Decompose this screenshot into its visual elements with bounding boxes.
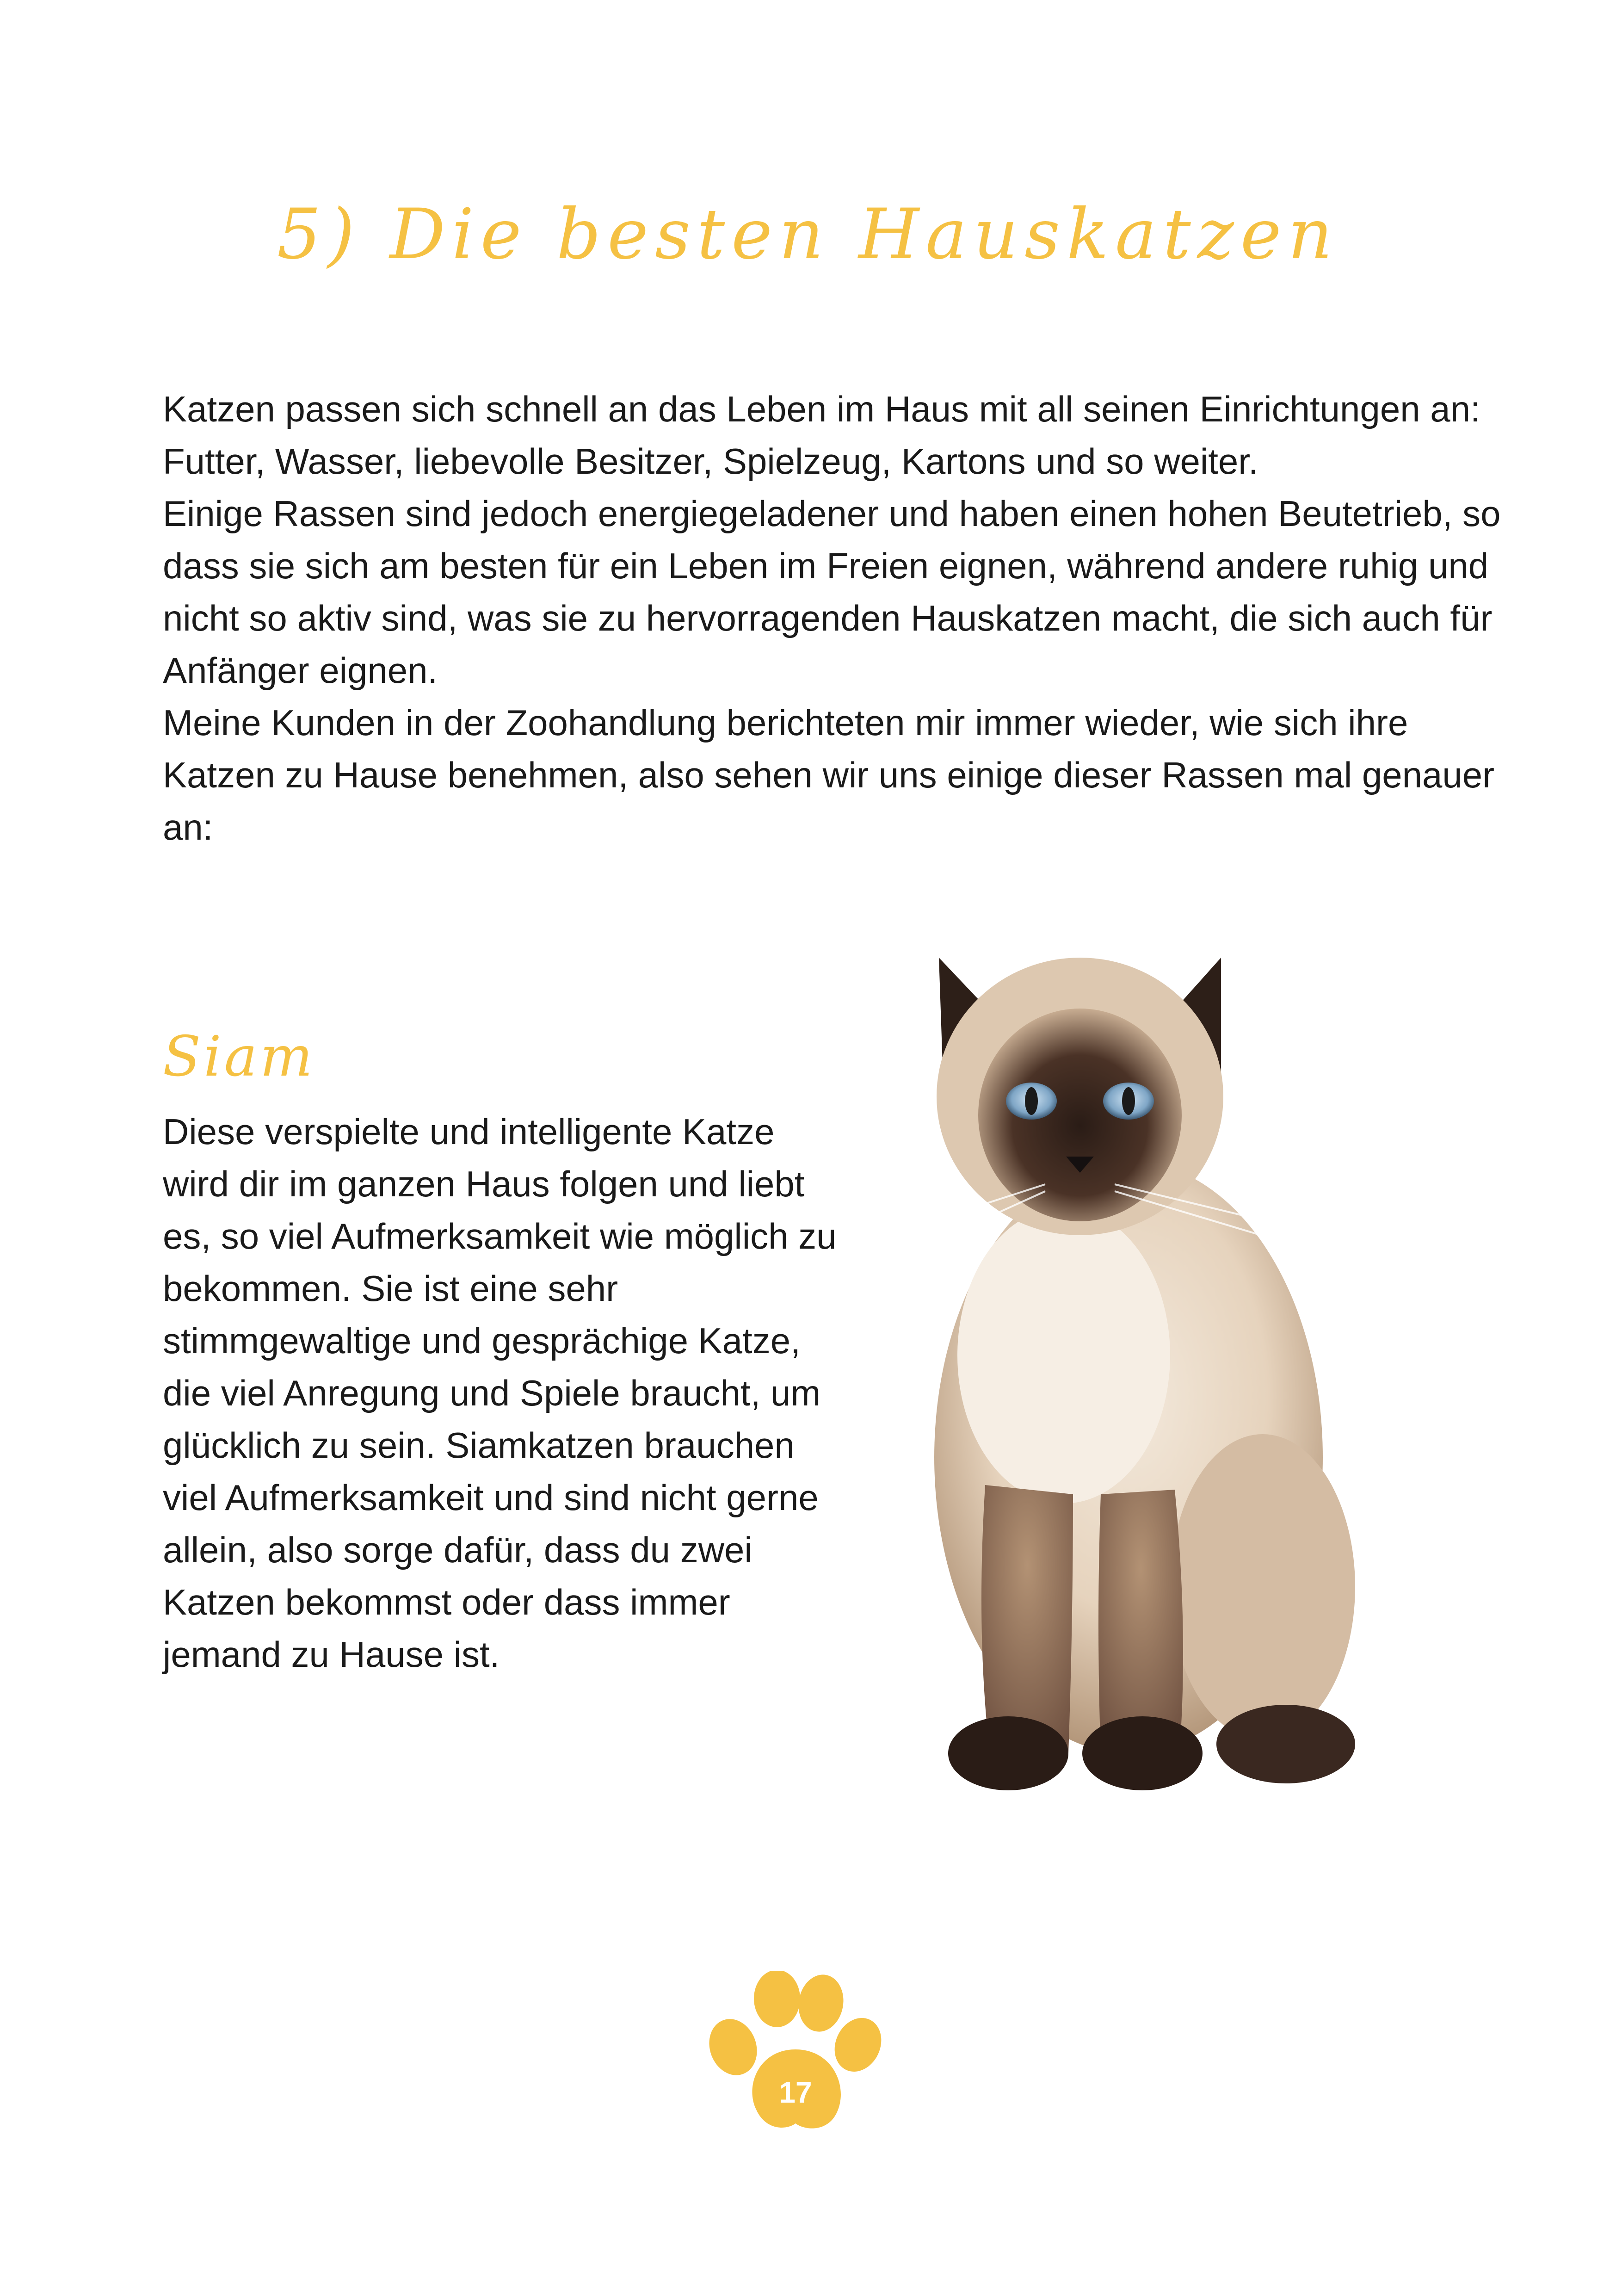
page-number: 17 (779, 2076, 812, 2109)
page-title: 5) Die besten Hauskatzen (277, 194, 1339, 275)
breed-description: Diese verspielte und intelligente Katze wird dir im ganzen Haus folgen und liebt es, so viel Aufmerksamkeit wie möglich zu bekommen. Sie ist eine sehr stimmgewaltige und gesprächige Katze, die viel Anregung und Spiele braucht, um glücklich zu sein. Siamkatzen brauchen viel Aufmerksamkeit und sind nicht gerne allein, also sorge dafür, dass du zwei Katzen bekommst oder dass immer jemand zu Hause ist. (163, 1111, 837, 1675)
intro-paragraph: Katzen passen sich schnell an das Leben im Haus mit all seinen Einrichtungen an: Futter, Wasser, liebevolle Besitzer, Spielzeug, Kartons und so weiter. (163, 389, 1480, 482)
paw-icon (708, 1971, 883, 2147)
breed-heading: Siam (163, 1025, 315, 1089)
intro-text (163, 383, 1504, 854)
siamese-cat-image (870, 939, 1406, 1818)
intro-paragraph: Einige Rassen sind jedoch energiegeladener und haben einen hohen Beutetrieb, so dass sie sich am besten für ein Leben im Freien eignen, während andere ruhig und nicht so aktiv sind, was sie zu hervorragenden Hauskatzen macht, die sich auch für Anfänger eignen. (163, 493, 1501, 691)
intro-paragraph: Meine Kunden in der Zoohandlung berichteten mir immer wieder, wie sich ihre Katzen zu Hause benehmen, also sehen wir uns einige dieser Rassen mal genauer an: (163, 702, 1495, 848)
